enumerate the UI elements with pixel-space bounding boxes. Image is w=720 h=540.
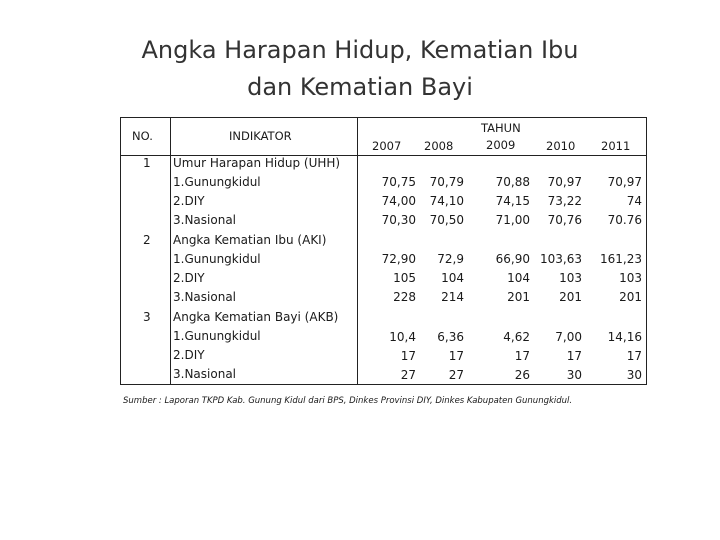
value: 26 xyxy=(514,368,530,382)
row-number: 1 xyxy=(143,156,151,170)
value: 74,00 xyxy=(381,194,416,208)
value: 201 xyxy=(559,290,582,304)
value-cell xyxy=(366,328,416,385)
value: 72,9 xyxy=(437,252,464,266)
header-year-2007: 2007 xyxy=(372,139,402,153)
header-year-2008: 2008 xyxy=(424,139,454,153)
value: 74,10 xyxy=(429,194,464,208)
indicator-label: Angka Kematian Ibu (AKI) xyxy=(173,233,327,247)
value-cell xyxy=(532,173,582,230)
page-title xyxy=(0,32,720,106)
value: 70.76 xyxy=(607,213,642,227)
table-top-border xyxy=(120,117,646,118)
header-year-2009: 2009 xyxy=(486,138,516,152)
value: 30 xyxy=(566,368,582,382)
indicator-item: 1.Gunungkidul xyxy=(173,175,261,189)
value: 104 xyxy=(507,271,530,285)
indicator-item: 2.DIY xyxy=(173,348,205,362)
value: 70,75 xyxy=(381,175,416,189)
value: 103 xyxy=(619,271,642,285)
value: 74 xyxy=(626,194,642,208)
value-cell xyxy=(592,328,642,385)
value-cell xyxy=(366,250,416,307)
value-cell xyxy=(532,250,582,307)
value: 201 xyxy=(507,290,530,304)
value-cell xyxy=(592,250,642,307)
indicator-item: 1.Gunungkidul xyxy=(173,329,261,343)
value: 74,15 xyxy=(495,194,530,208)
table-right-border xyxy=(646,117,647,385)
header-tahun: TAHUN xyxy=(481,121,521,135)
value: 6,36 xyxy=(437,330,464,344)
source-note: Sumber : Laporan TKPD Kab. Gunung Kidul dari BPS, Dinkes Provinsi DIY, Dinkes Kabupaten Gunungkidul. xyxy=(123,396,573,406)
value: 70,30 xyxy=(381,213,416,227)
value: 17 xyxy=(400,349,416,363)
value: 103,63 xyxy=(540,252,582,266)
value: 4,62 xyxy=(503,330,530,344)
value: 30 xyxy=(626,368,642,382)
indicator-label: Angka Kematian Bayi (AKB) xyxy=(173,310,339,324)
indicator-akb xyxy=(173,308,338,384)
value: 17 xyxy=(448,349,464,363)
value-cell xyxy=(480,173,530,230)
value-cell xyxy=(532,328,582,385)
indicator-label: Umur Harapan Hidup (UHH) xyxy=(173,156,341,170)
value: 105 xyxy=(393,271,416,285)
value: 72,90 xyxy=(381,252,416,266)
value: 104 xyxy=(441,271,464,285)
value: 214 xyxy=(441,290,464,304)
value: 103 xyxy=(559,271,582,285)
indicator-aki xyxy=(173,231,326,307)
title-line-1: Angka Harapan Hidup, Kematian Ibu xyxy=(141,36,579,64)
header-year-2011: 2011 xyxy=(601,139,631,153)
row-number: 2 xyxy=(143,233,151,247)
title-line-2: dan Kematian Bayi xyxy=(247,73,473,101)
value: 71,00 xyxy=(495,213,530,227)
indicator-uhh xyxy=(173,154,340,230)
table-left-border xyxy=(120,117,121,385)
value: 27 xyxy=(448,368,464,382)
value: 14,16 xyxy=(607,330,642,344)
value-cell xyxy=(366,173,416,230)
value: 70,76 xyxy=(547,213,582,227)
value-cell xyxy=(416,328,464,385)
value: 17 xyxy=(626,349,642,363)
value: 161,23 xyxy=(600,252,642,266)
value: 70,97 xyxy=(607,175,642,189)
indicator-item: 3.Nasional xyxy=(173,213,236,227)
indicator-item: 2.DIY xyxy=(173,194,205,208)
value: 228 xyxy=(393,290,416,304)
value: 17 xyxy=(514,349,530,363)
value: 70,88 xyxy=(495,175,530,189)
indicator-item: 3.Nasional xyxy=(173,367,236,381)
value-cell xyxy=(480,328,530,385)
value: 7,00 xyxy=(555,330,582,344)
indicator-item: 3.Nasional xyxy=(173,290,236,304)
value: 17 xyxy=(566,349,582,363)
column-divider-no xyxy=(170,117,171,385)
header-year-2010: 2010 xyxy=(546,139,576,153)
row-number: 3 xyxy=(143,310,151,324)
value-cell xyxy=(480,250,530,307)
value: 73,22 xyxy=(547,194,582,208)
indicator-item: 1.Gunungkidul xyxy=(173,252,261,266)
value: 66,90 xyxy=(495,252,530,266)
value: 10,4 xyxy=(389,330,416,344)
header-no: NO. xyxy=(132,129,153,143)
value: 70,50 xyxy=(429,213,464,227)
indicator-item: 2.DIY xyxy=(173,271,205,285)
header-indikator: INDIKATOR xyxy=(229,129,292,143)
value: 70,97 xyxy=(547,175,582,189)
column-divider-indikator xyxy=(357,117,358,385)
value-cell xyxy=(416,250,464,307)
value: 201 xyxy=(619,290,642,304)
value: 70,79 xyxy=(429,175,464,189)
value-cell xyxy=(592,173,642,230)
value-cell xyxy=(416,173,464,230)
value: 27 xyxy=(400,368,416,382)
